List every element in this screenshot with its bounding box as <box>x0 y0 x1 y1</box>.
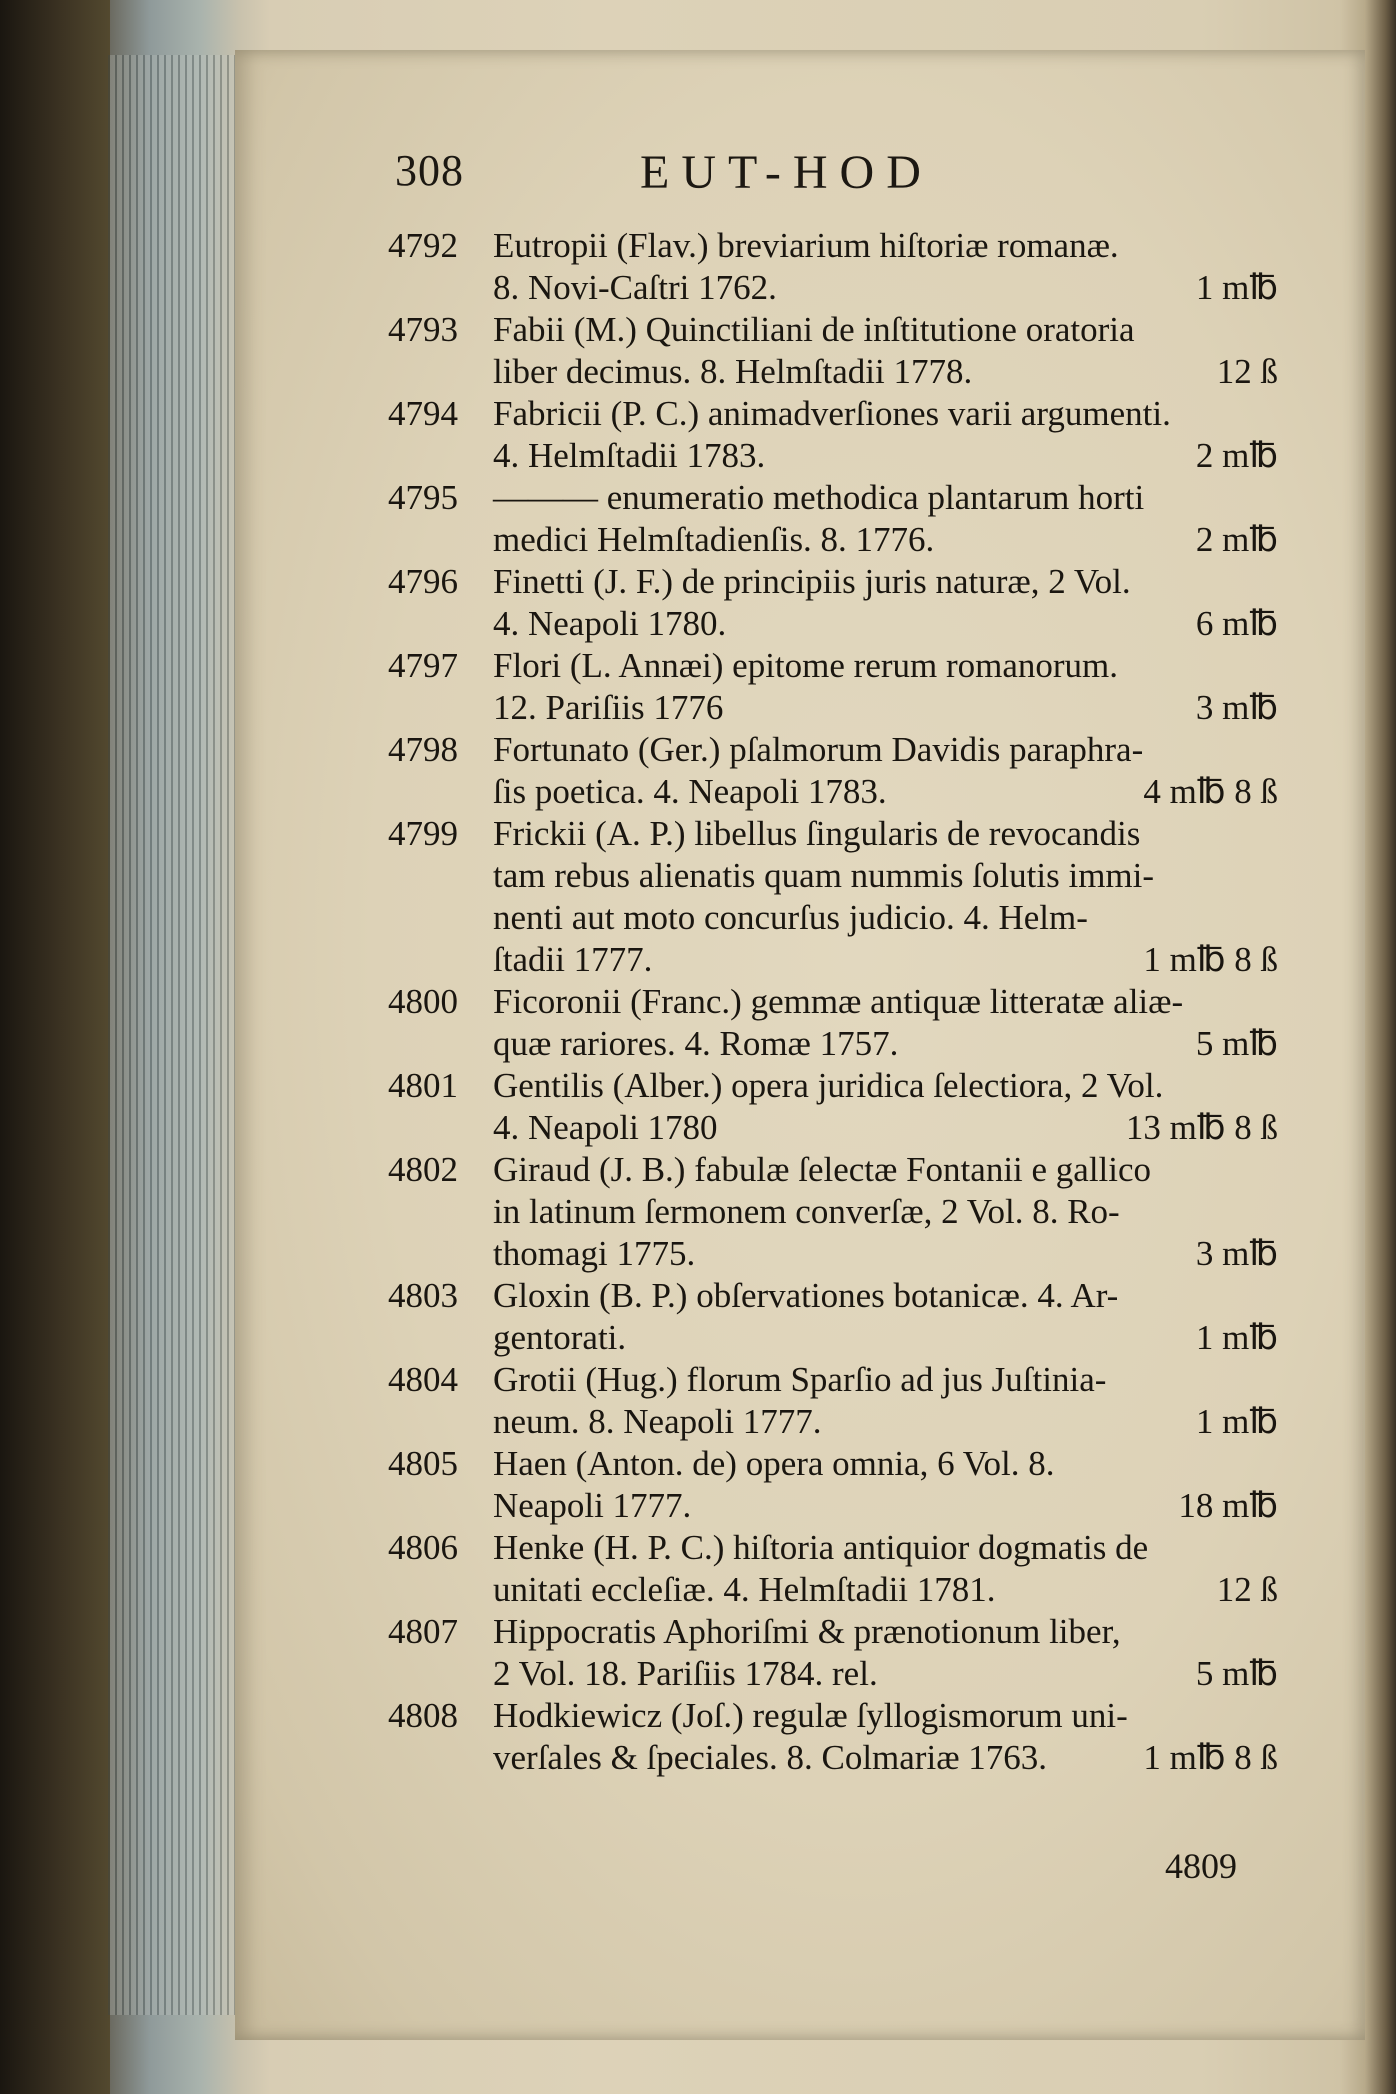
entry-line <box>493 1149 1278 1191</box>
entry-price: 2 m℔ <box>1195 436 1278 475</box>
entry-price: 5 m℔ <box>1195 1024 1278 1063</box>
entry-line <box>493 351 1278 393</box>
entry-number: 4792 <box>388 226 458 265</box>
entry-text: 8. Novi-Caſtri 1762. <box>493 268 777 307</box>
catalogue-entry <box>388 393 1278 477</box>
entry-text: neum. 8. Neapoli 1777. <box>493 1402 822 1441</box>
running-head: EUT-HOD <box>640 146 933 199</box>
entry-number: 4797 <box>388 646 458 685</box>
entry-line <box>493 1695 1278 1737</box>
entry-price: 6 m℔ <box>1195 604 1278 643</box>
entry-number: 4808 <box>388 1696 458 1735</box>
entry-price: 4 m℔ 8 ß <box>1143 772 1278 811</box>
entry-number: 4794 <box>388 394 458 433</box>
entry-number: 4796 <box>388 562 458 601</box>
entry-text: in latinum ſermonem converſæ, 2 Vol. 8. Ro- <box>493 1192 1120 1231</box>
book-spine <box>0 0 110 2094</box>
entry-number: 4795 <box>388 478 458 517</box>
entry-text: unitati eccleſiæ. 4. Helmſtadii 1781. <box>493 1570 996 1609</box>
entry-line <box>493 561 1278 603</box>
entry-line <box>493 1653 1278 1695</box>
entry-text: 4. Helmſtadii 1783. <box>493 436 766 475</box>
entry-text: quæ rariores. 4. Romæ 1757. <box>493 1024 899 1063</box>
entry-line <box>493 1737 1278 1779</box>
entry-number: 4802 <box>388 1150 458 1189</box>
catalogue-entry <box>388 645 1278 729</box>
catalogue-entry <box>388 981 1278 1065</box>
entry-text: Haen (Anton. de) opera omnia, 6 Vol. 8. <box>493 1444 1055 1483</box>
entry-line <box>493 603 1278 645</box>
entry-text: Neapoli 1777. <box>493 1486 692 1525</box>
catalogue-entry <box>388 1611 1278 1695</box>
entry-text: Finetti (J. F.) de principiis juris naturæ, 2 Vol. <box>493 562 1131 601</box>
entry-line <box>493 1359 1278 1401</box>
entry-text: verſales & ſpeciales. 8. Colmariæ 1763. <box>493 1738 1048 1777</box>
entry-number: 4804 <box>388 1360 458 1399</box>
entry-text: Grotii (Hug.) florum Sparſio ad jus Juſtinia- <box>493 1360 1107 1399</box>
entry-line <box>493 1443 1278 1485</box>
entry-line <box>493 1023 1278 1065</box>
catalogue-entry <box>388 477 1278 561</box>
entry-text: Fabii (M.) Quinctiliani de inſtitutione oratoria <box>493 310 1135 349</box>
entry-line <box>493 519 1278 561</box>
entry-text: Fortunato (Ger.) pſalmorum Davidis paraphra- <box>493 730 1144 769</box>
page-number: 308 <box>395 146 464 195</box>
entry-line <box>493 1065 1278 1107</box>
page-header <box>395 145 1085 215</box>
entry-text: Gloxin (B. P.) obſervationes botanicæ. 4. Ar- <box>493 1276 1119 1315</box>
entry-line <box>493 435 1278 477</box>
entry-number: 4805 <box>388 1444 458 1483</box>
entry-line <box>493 1233 1278 1275</box>
entry-price: 1 m℔ <box>1195 268 1278 307</box>
entry-line <box>493 771 1278 813</box>
entry-line <box>493 1107 1278 1149</box>
entry-line <box>493 477 1278 519</box>
entry-text: Henke (H. P. C.) hiſtoria antiquior dogmatis de <box>493 1528 1149 1567</box>
entry-text: Hodkiewicz (Joſ.) regulæ ſyllogismorum uni- <box>493 1696 1128 1735</box>
catalogue-entry <box>388 309 1278 393</box>
entry-price: 1 m℔ <box>1195 1402 1278 1441</box>
entry-number: 4803 <box>388 1276 458 1315</box>
page-edges <box>108 55 238 2015</box>
entry-price: 3 m℔ <box>1195 1234 1278 1273</box>
entry-line <box>493 1275 1278 1317</box>
entry-text: ſis poetica. 4. Neapoli 1783. <box>493 772 887 811</box>
catalogue-entry <box>388 729 1278 813</box>
entry-text: 4. Neapoli 1780 <box>493 1108 718 1147</box>
catalogue-entries <box>388 225 1278 1779</box>
catalogue-entry <box>388 1149 1278 1275</box>
entry-text: liber decimus. 8. Helmſtadii 1778. <box>493 352 973 391</box>
entry-text: Flori (L. Annæi) epitome rerum romanorum. <box>493 646 1119 685</box>
entry-text: Giraud (J. B.) fabulæ ſelectæ Fontanii e gallico <box>493 1150 1152 1189</box>
entry-text: Eutropii (Flav.) breviarium hiſtoriæ romanæ. <box>493 226 1119 265</box>
entry-line <box>493 645 1278 687</box>
catalogue-entry <box>388 1527 1278 1611</box>
entry-text: 4. Neapoli 1780. <box>493 604 727 643</box>
entry-line <box>493 813 1278 855</box>
entry-text: ——— enumeratio methodica plantarum horti <box>493 478 1145 517</box>
entry-price: 1 m℔ 8 ß <box>1143 940 1278 979</box>
entry-line <box>493 1611 1278 1653</box>
entry-text: tam rebus alienatis quam nummis ſolutis immi- <box>493 856 1155 895</box>
entry-text: ſtadii 1777. <box>493 940 653 979</box>
entry-line <box>493 729 1278 771</box>
entry-line <box>493 1317 1278 1359</box>
entry-number: 4793 <box>388 310 458 349</box>
catalogue-entry <box>388 1275 1278 1359</box>
entry-line <box>493 687 1278 729</box>
entry-line <box>493 1191 1278 1233</box>
entry-price: 1 m℔ <box>1195 1318 1278 1357</box>
entry-line <box>493 939 1278 981</box>
entry-line <box>493 981 1278 1023</box>
entry-text: Hippocratis Aphoriſmi & prænotionum liber, <box>493 1612 1121 1651</box>
entry-price: 2 m℔ <box>1195 520 1278 559</box>
catalogue-entry <box>388 1065 1278 1149</box>
catalogue-entry <box>388 813 1278 981</box>
entry-text: thomagi 1775. <box>493 1234 696 1273</box>
entry-price: 12 ß <box>1216 352 1278 391</box>
entry-line <box>493 1485 1278 1527</box>
catalogue-entry <box>388 1443 1278 1527</box>
entry-price: 1 m℔ 8 ß <box>1143 1738 1278 1777</box>
entry-text: nenti aut moto concurſus judicio. 4. Helm- <box>493 898 1088 937</box>
entry-line <box>493 1569 1278 1611</box>
catalogue-entry <box>388 1695 1278 1779</box>
entry-text: Ficoronii (Franc.) gemmæ antiquæ litteratæ aliæ- <box>493 982 1184 1021</box>
catalogue-entry <box>388 1359 1278 1443</box>
entry-text: 2 Vol. 18. Pariſiis 1784. rel. <box>493 1654 878 1693</box>
entry-line <box>493 309 1278 351</box>
entry-number: 4801 <box>388 1066 458 1105</box>
entry-number: 4799 <box>388 814 458 853</box>
entry-text: 12. Pariſiis 1776 <box>493 688 724 727</box>
entry-number: 4807 <box>388 1612 458 1651</box>
entry-price: 12 ß <box>1216 1570 1278 1609</box>
entry-line <box>493 393 1278 435</box>
entry-line <box>493 267 1278 309</box>
catchword: 4809 <box>1165 1846 1237 1886</box>
entry-line <box>493 1401 1278 1443</box>
entry-text: Gentilis (Alber.) opera juridica ſelectiora, 2 Vol. <box>493 1066 1164 1105</box>
entry-number: 4798 <box>388 730 458 769</box>
catalogue-entry <box>388 561 1278 645</box>
entry-number: 4800 <box>388 982 458 1021</box>
entry-price: 18 m℔ <box>1178 1486 1278 1525</box>
entry-text: Frickii (A. P.) libellus ſingularis de revocandis <box>493 814 1141 853</box>
catalogue-entry <box>388 225 1278 309</box>
entry-price: 13 m℔ 8 ß <box>1125 1108 1278 1147</box>
entry-line <box>493 1527 1278 1569</box>
entry-line <box>493 225 1278 267</box>
entry-number: 4806 <box>388 1528 458 1567</box>
entry-line <box>493 855 1278 897</box>
entry-price: 5 m℔ <box>1195 1654 1278 1693</box>
entry-text: Fabricii (P. C.) animadverſiones varii argumenti. <box>493 394 1171 433</box>
entry-line <box>493 897 1278 939</box>
entry-text: medici Helmſtadienſis. 8. 1776. <box>493 520 935 559</box>
entry-text: gentorati. <box>493 1318 627 1357</box>
entry-price: 3 m℔ <box>1195 688 1278 727</box>
